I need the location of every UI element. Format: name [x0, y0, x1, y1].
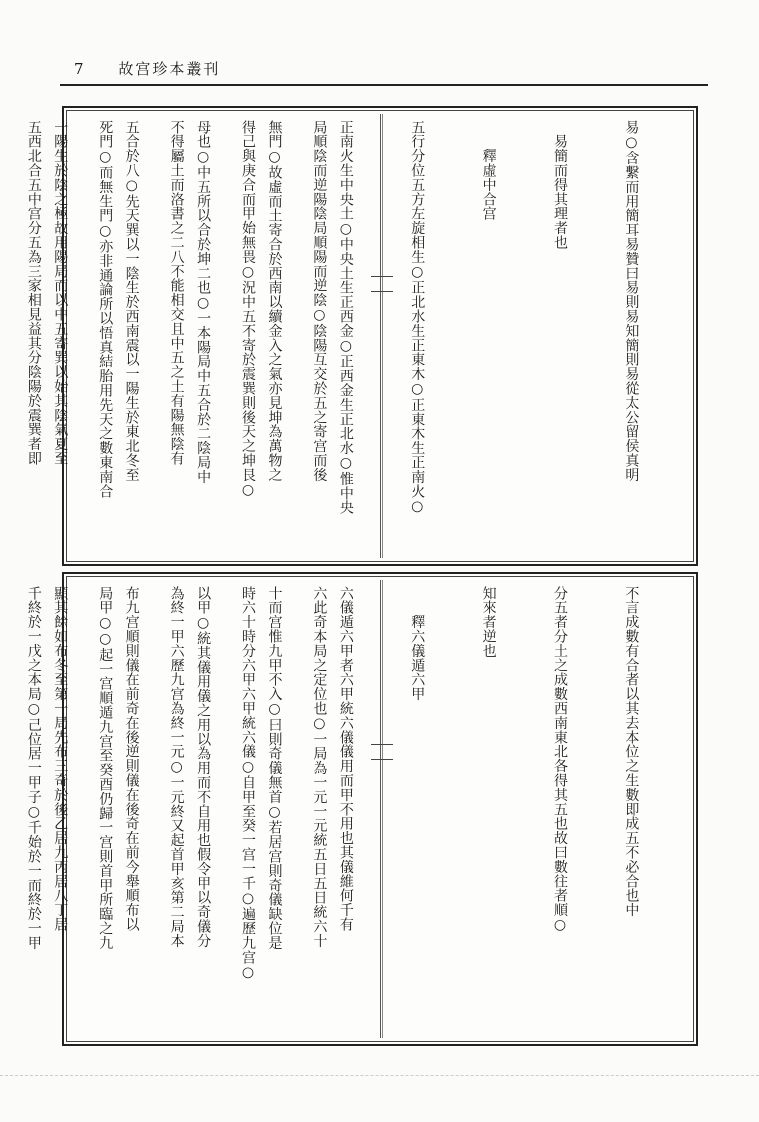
text-column: 知來者逆也: [480, 586, 497, 658]
text-column: 易○含繫而用簡耳易贊曰易則易知簡則易從太公留侯真明: [623, 120, 640, 482]
page-number: 7: [74, 60, 86, 78]
series-title: 故宫珍本叢刊: [118, 60, 221, 78]
text-column: 為終一甲六歷九宫為終一元○一元終又起首甲亥第二局本: [168, 586, 185, 948]
bottom-text-panel: [25, 572, 698, 1046]
text-column: 六此奇本局之定位也○一局為一元一元統五日五日統六十: [311, 586, 328, 948]
text-column: 分五者分土之成數西南東北各得其五也故曰數往者順○: [552, 586, 569, 934]
text-column: 易簡而得其理者也: [552, 120, 569, 250]
text-column: 無門○故虛而土寄合於西南以續金入之氣亦見坤為萬物之: [266, 120, 283, 482]
section-heading: 釋虛中合宫: [480, 120, 497, 221]
text-column: 不言成數有合者以其去本位之生數即成五不必合也中: [623, 586, 640, 918]
header-rule: [60, 84, 708, 86]
text-column: 以甲○統其儀用儀之用以為用而不自用也假令甲以奇儀分: [195, 586, 212, 948]
text-column: 十而宫惟九甲不入○曰則奇儀無首○若居宫則奇儀缺位是: [266, 586, 283, 950]
section-heading: 釋六儀遁六甲: [409, 586, 426, 702]
fold-line: [380, 580, 381, 1038]
text-column: 局甲○○起一宫順遁九宫至癸酉仍歸一宫則首甲所臨之九: [97, 586, 114, 950]
text-column: 顯其餘如布冬至第一局先布三奇於後乙居九丙居八丁居: [52, 586, 69, 932]
text-column: 千終於一戊之本局○己位居一甲子○千始於一而終於一甲: [25, 586, 42, 950]
text-column: 不得屬土而洛書之二八不能相交且中五之土有陽無陰有: [168, 120, 185, 466]
text-column: 局順陰而逆陽陰局順陽而逆陰○陰陽互交於五之寄宫而後: [311, 120, 328, 482]
fold-line: [380, 114, 381, 558]
text-column: 布九宫順則儀在前奇在後逆則儀在後奇在前今舉順布以: [123, 586, 140, 932]
text-column: 時六十時分六甲六甲統六儀○自甲至癸一宫一千○遍歷九宫○: [240, 586, 257, 981]
top-text-panel: [25, 106, 698, 566]
fold-line-inner: [382, 580, 383, 1038]
fold-line-inner: [382, 114, 383, 558]
scan-edge: [0, 1075, 759, 1077]
running-head: [74, 58, 220, 79]
text-column: 一陽生於陰之極故用陽局而以中五寄巽以始其陰氣夏至: [52, 120, 69, 466]
text-column: 六儀遁六甲者六甲統六儀儀用而甲不用也其儀維何千有: [337, 586, 354, 932]
text-column: 死門○而無生門○亦非通論所以悟真結胎用先天之數東南合: [97, 120, 114, 499]
text-column: 五西北合五中宫分五為三家相見益其分陰陽於震巽者即: [25, 120, 42, 466]
text-column: 得己與庚合而甲始無畏○況中五不寄於震巽則後天之坤艮○: [240, 120, 257, 499]
text-column: 正南火生中央土○中央土生正西金○正西金生正北水○惟中央: [337, 120, 354, 515]
text-column: 母也○中五所以合於坤二也○一本陽局中五合於二陰局中: [195, 120, 212, 484]
text-column: 五行分位五方左旋相生○正北水生正東木○正東木生正南火○: [409, 120, 426, 515]
text-column: 五合於八○先天巽以一陰生於西南震以一陽生於東北冬至: [123, 120, 140, 482]
